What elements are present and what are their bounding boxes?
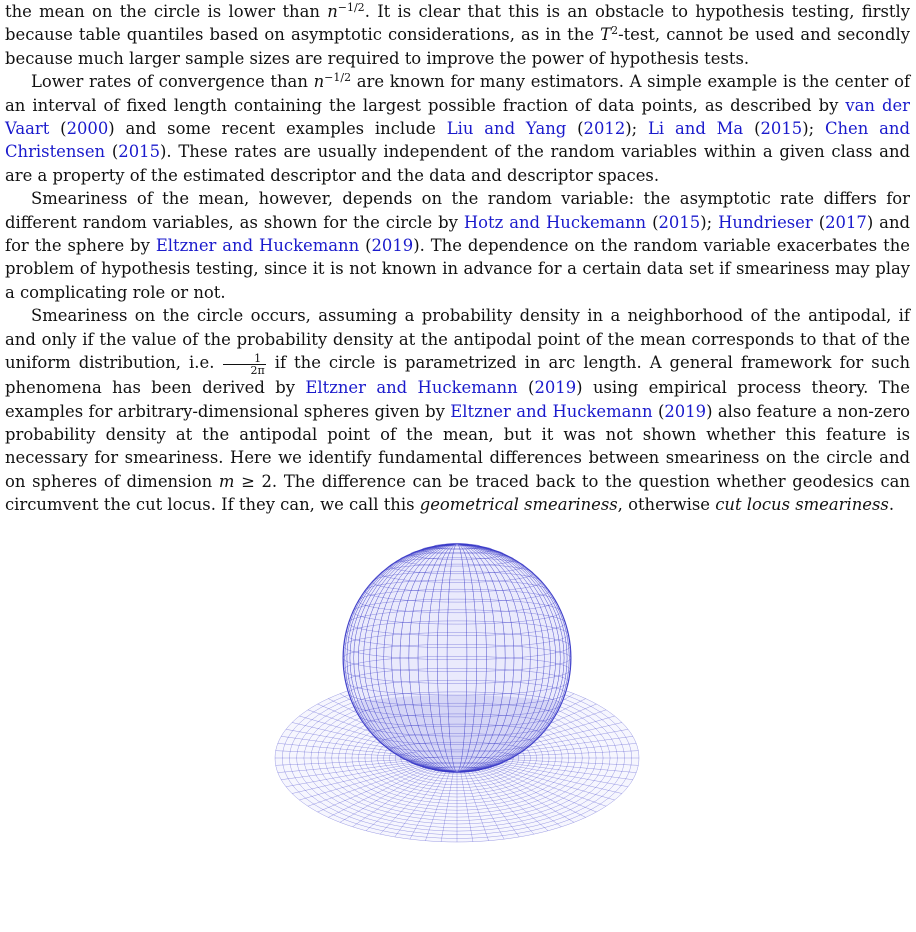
text-run: ( <box>646 212 659 232</box>
citation-link[interactable]: Liu and Yang <box>446 119 567 139</box>
text-run: ) also feature a non-zero probability density at the antipodal point of the mean, but it was not shown whether this feature is necessary for smeariness. Here we identify fundamental differences between smeariness on the circle and on spheres of dimension <box>5 401 910 491</box>
citation-link[interactable]: 2019 <box>664 401 707 421</box>
text-run: ≥ 2. The difference can be traced back to the question whether geodesics can circumvent the cut locus. If they can, we call this <box>5 471 910 515</box>
emphasis: geometrical smeariness <box>419 495 618 515</box>
citation-link[interactable]: Chen and Christensen <box>5 119 910 162</box>
text-run: ). The dependence on the random variable exacerbates the problem of hypothesis testing, since it is not known in advance for a certain data set if smeariness may play a complicating role or not. <box>5 236 910 302</box>
math-exponent: −1/2 <box>337 1 365 14</box>
text-run: ) and for the sphere by <box>5 212 910 256</box>
citation-link[interactable]: 2015 <box>118 142 160 162</box>
text-run: are known for many estimators. A simple example is the center of an interval of fixed length containing the largest possible fraction of data points, as described by <box>5 72 911 115</box>
sphere-on-plane-figure <box>0 540 916 932</box>
citation-link[interactable]: 2015 <box>760 119 803 139</box>
math-base: T <box>600 25 612 45</box>
text-run: the mean on the circle is lower than <box>5 2 328 21</box>
citation-link[interactable]: 2019 <box>534 378 577 398</box>
text-run: ). These rates are usually independent of the random variables within a given class and are a property of the estimated descriptor and the data and descriptor spaces. <box>5 142 911 185</box>
citation-link[interactable]: 2000 <box>66 119 109 139</box>
text-run: Smeariness of the mean, however, depends on the random variable: the asymptotic rate differs for different random variables, as shown for the circle by <box>5 189 910 232</box>
citation-link[interactable]: Hundrieser <box>718 212 813 232</box>
text-run: if the circle is parametrized in arc length. A general framework for such phenomena has been derived by <box>5 353 911 398</box>
text-run: ( <box>743 119 761 139</box>
fraction-numerator: 1 <box>223 353 265 365</box>
citation-link[interactable]: Eltzner and Huckemann <box>450 401 653 421</box>
text-run: ( <box>812 212 826 232</box>
citation-link[interactable]: 2015 <box>658 212 701 232</box>
text-run: Lower rates of convergence than <box>31 72 314 92</box>
text-run: ( <box>566 119 584 139</box>
citation-link[interactable]: Eltzner and Huckemann <box>305 378 518 398</box>
text-run: ( <box>517 378 535 398</box>
text-run: ( <box>359 236 372 256</box>
math-base: n <box>327 2 338 21</box>
text-run: , otherwise <box>617 495 716 515</box>
math-exponent: 2 <box>611 24 619 38</box>
paragraph <box>5 70 910 187</box>
paper-body <box>5 0 910 517</box>
math-fraction <box>223 353 265 376</box>
text-run: ( <box>652 401 665 421</box>
fraction-denominator: 2π <box>250 364 265 378</box>
text-run: ) using empirical process theory. The examples for arbitrary-dimensional spheres given by <box>5 378 910 421</box>
citation-link[interactable]: 2012 <box>583 119 626 139</box>
text-run: ); <box>700 212 719 232</box>
citation-link[interactable]: Li and Ma <box>648 119 744 139</box>
text-run: ); <box>802 119 825 139</box>
text-run: ( <box>49 119 67 139</box>
sphere-mesh <box>343 543 571 773</box>
emphasis: cut locus smeariness <box>715 495 889 515</box>
citation-link[interactable]: 2019 <box>371 236 414 256</box>
paragraph <box>5 187 910 304</box>
text-run: . <box>888 495 895 515</box>
math-power <box>327 2 364 21</box>
math-power <box>314 72 351 91</box>
text-run: . It is clear that this is an obstacle to hypothesis testing, firstly because table quantiles based on asymptotic considerations, as in the <box>5 2 910 45</box>
citation-link[interactable]: 2017 <box>825 212 867 232</box>
math-symbol: m <box>218 471 235 491</box>
citation-link[interactable]: Eltzner and Huckemann <box>155 236 360 256</box>
math-power <box>600 25 618 44</box>
citation-link[interactable]: Hotz and Huckemann <box>463 212 647 232</box>
paragraph <box>5 0 910 70</box>
text-run: Smeariness on the circle occurs, assuming a probability density in a neighborhood of the antipodal, if and only if the value of the probability density at the antipodal point of the mean corresponds to that of the uniform distribution, i.e. <box>5 306 910 373</box>
paragraph <box>5 304 910 516</box>
text-run: ) and some recent examples include <box>108 119 447 139</box>
math-exponent: −1/2 <box>324 71 352 85</box>
text-run: ( <box>105 142 119 162</box>
math-base: n <box>313 72 325 92</box>
text-run: ); <box>625 119 649 139</box>
text-run: -test, cannot be used and secondly because much larger sample sizes are required to improve the power of hypothesis tests. <box>5 25 910 68</box>
citation-link[interactable]: van der Vaart <box>5 95 910 139</box>
